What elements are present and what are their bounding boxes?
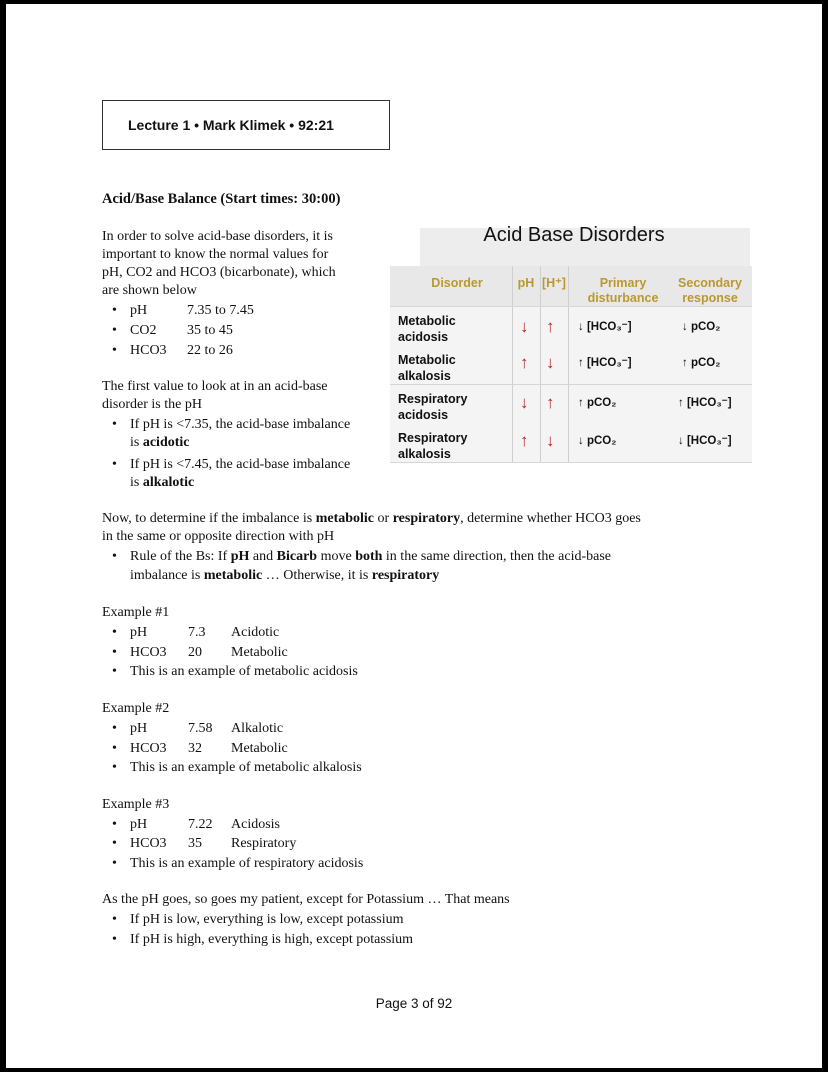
acidotic-rule-line2: is acidotic xyxy=(130,435,190,450)
bullet-icon: • xyxy=(112,549,117,564)
bullet-icon: • xyxy=(112,760,117,775)
row-divider xyxy=(390,462,752,463)
secondary-response: ↓ [HCO₃⁻] xyxy=(678,435,732,447)
example-ph-item: • pH 7.58 Alkalotic xyxy=(112,721,284,736)
header-primary: Primary disturbance xyxy=(587,276,659,305)
example-hco3-value: 35 xyxy=(188,836,202,851)
row-divider xyxy=(390,384,752,385)
bullet-icon: • xyxy=(112,417,117,432)
intro-line: In order to solve acid-base disorders, it is xyxy=(102,229,333,244)
alkalotic-rule-line2: is alkalotic xyxy=(130,475,195,490)
rule-of-bs-line: Rule of the Bs: If pH and Bicarb move both in the same direction, then the acid-base xyxy=(130,549,612,564)
intro-paragraph xyxy=(102,228,336,300)
intro-line: important to know the normal values for xyxy=(102,247,329,262)
acidotic-rule-item xyxy=(112,416,392,452)
bullet-icon: • xyxy=(112,625,117,640)
acid-base-disorders-table xyxy=(390,266,752,462)
potassium-rule-item: • If pH is high, everything is high, except potassium xyxy=(112,932,414,947)
bullet-icon: • xyxy=(112,856,117,871)
example-ph-value: 7.3 xyxy=(188,625,206,640)
ph-arrow: ↓ xyxy=(520,317,529,336)
column-divider xyxy=(512,266,513,462)
document-page xyxy=(6,4,822,1068)
potassium-intro: As the pH goes, so goes my patient, except for Potassium … That means xyxy=(102,892,510,907)
primary-disturbance: ↓ pCO₂ xyxy=(578,435,617,447)
bullet-icon: • xyxy=(112,664,117,679)
page-number: Page 3 of 92 xyxy=(375,996,453,1011)
disorder-name: Respiratory alkalosis xyxy=(398,431,468,461)
bullet-icon: • xyxy=(112,912,117,927)
lecture-header-title: Lecture 1 • Mark Klimek • 92:21 xyxy=(128,117,334,133)
header-h-ion: [H⁺] xyxy=(542,276,566,290)
alkalotic-rule-item xyxy=(112,456,392,492)
normal-value-item xyxy=(112,342,312,360)
first-value-line: The first value to look at in an acid-base xyxy=(102,379,328,394)
primary-disturbance: ↑ [HCO₃⁻] xyxy=(578,357,632,369)
alkalotic-term: alkalotic xyxy=(142,475,195,490)
column-divider xyxy=(568,266,569,462)
h-ion-arrow: ↓ xyxy=(546,431,555,450)
example-hco3-item: • HCO3 32 Metabolic xyxy=(112,741,288,756)
bullet-icon: • xyxy=(112,323,117,338)
secondary-response: ↑ pCO₂ xyxy=(682,357,721,369)
acidotic-term: acidotic xyxy=(142,435,190,450)
example-hco3-note: Metabolic xyxy=(231,645,288,660)
normal-value-item xyxy=(112,302,312,320)
example-hco3-item: • HCO3 35 Respiratory xyxy=(112,836,297,851)
example-ph-value: 7.58 xyxy=(188,721,213,736)
example-ph-item: • pH 7.3 Acidotic xyxy=(112,625,280,640)
h-ion-arrow: ↑ xyxy=(546,393,555,412)
example-title: Example #1 xyxy=(102,605,170,620)
normal-value-name: HCO3 xyxy=(130,343,167,358)
primary-disturbance: ↓ [HCO₃⁻] xyxy=(578,321,632,333)
row-divider xyxy=(390,306,752,307)
determine-line: Now, to determine if the imbalance is metabolic or respiratory, determine whether HCO3 goes xyxy=(102,511,641,526)
intro-line: pH, CO2 and HCO3 (bicarbonate), which xyxy=(102,265,336,280)
example-ph-note: Acidotic xyxy=(231,625,280,640)
determine-line: in the same or opposite direction with pH xyxy=(102,529,335,544)
example-ph-note: Acidosis xyxy=(231,817,280,832)
rule-of-bs-item xyxy=(112,548,712,584)
example-conclusion-item: • This is an example of metabolic alkalosis xyxy=(112,760,362,775)
example-ph-note: Alkalotic xyxy=(231,721,284,736)
column-divider xyxy=(540,266,541,462)
header-secondary: Secondary response xyxy=(678,276,742,305)
bullet-icon: • xyxy=(112,817,117,832)
table-title: Acid Base Disorders xyxy=(483,224,665,246)
ph-arrow: ↓ xyxy=(520,393,529,412)
normal-value-range: 7.35 to 7.45 xyxy=(187,303,254,318)
example-hco3-note: Metabolic xyxy=(231,741,288,756)
example-conclusion-item: • This is an example of respiratory acidosis xyxy=(112,856,364,871)
normal-value-name: pH xyxy=(130,303,148,318)
bullet-icon: • xyxy=(112,932,117,947)
acidotic-rule-line: If pH is <7.35, the acid-base imbalance xyxy=(130,417,351,432)
bullet-icon: • xyxy=(112,741,117,756)
example-ph-item: • pH 7.22 Acidosis xyxy=(112,817,280,832)
example-title: Example #3 xyxy=(102,797,170,812)
alkalotic-rule-line: If pH is <7.45, the acid-base imbalance xyxy=(130,457,351,472)
example-hco3-note: Respiratory xyxy=(231,836,297,851)
potassium-rule-item: • If pH is low, everything is low, except potassium xyxy=(112,912,404,927)
example-conclusion-item: • This is an example of metabolic acidosis xyxy=(112,664,358,679)
determine-paragraph xyxy=(102,510,641,546)
header-disorder: Disorder xyxy=(431,276,483,290)
secondary-response: ↑ [HCO₃⁻] xyxy=(678,397,732,409)
ph-arrow: ↑ xyxy=(520,353,529,372)
first-value-paragraph xyxy=(102,378,327,414)
disorder-name: Metabolic acidosis xyxy=(398,314,456,344)
header-ph: pH xyxy=(517,276,535,290)
example-hco3-value: 32 xyxy=(188,741,202,756)
example-title: Example #2 xyxy=(102,701,170,716)
bullet-icon: • xyxy=(112,343,117,358)
ph-arrow: ↑ xyxy=(520,431,529,450)
normal-value-range: 22 to 26 xyxy=(187,343,233,358)
secondary-response: ↓ pCO₂ xyxy=(682,321,721,333)
example-hco3-value: 20 xyxy=(188,645,202,660)
bullet-icon: • xyxy=(112,721,117,736)
bullet-icon: • xyxy=(112,645,117,660)
first-value-line: disorder is the pH xyxy=(102,397,202,412)
h-ion-arrow: ↓ xyxy=(546,353,555,372)
primary-disturbance: ↑ pCO₂ xyxy=(578,397,617,409)
intro-line: are shown below xyxy=(102,283,197,298)
disorder-name: Respiratory acidosis xyxy=(398,392,468,422)
h-ion-arrow: ↑ xyxy=(546,317,555,336)
rule-of-bs-line2: imbalance is metabolic … Otherwise, it is respiratory xyxy=(130,568,440,583)
lecture-header-box xyxy=(102,100,390,150)
bullet-icon: • xyxy=(112,457,117,472)
normal-value-name: CO2 xyxy=(130,323,157,338)
example-ph-value: 7.22 xyxy=(188,817,213,832)
bullet-icon: • xyxy=(112,836,117,851)
disorder-name: Metabolic alkalosis xyxy=(398,353,456,383)
normal-value-item xyxy=(112,322,312,340)
section-title: Acid/Base Balance (Start times: 30:00) xyxy=(102,191,341,207)
example-hco3-item: • HCO3 20 Metabolic xyxy=(112,645,288,660)
normal-value-range: 35 to 45 xyxy=(187,323,233,338)
bullet-icon: • xyxy=(112,303,117,318)
